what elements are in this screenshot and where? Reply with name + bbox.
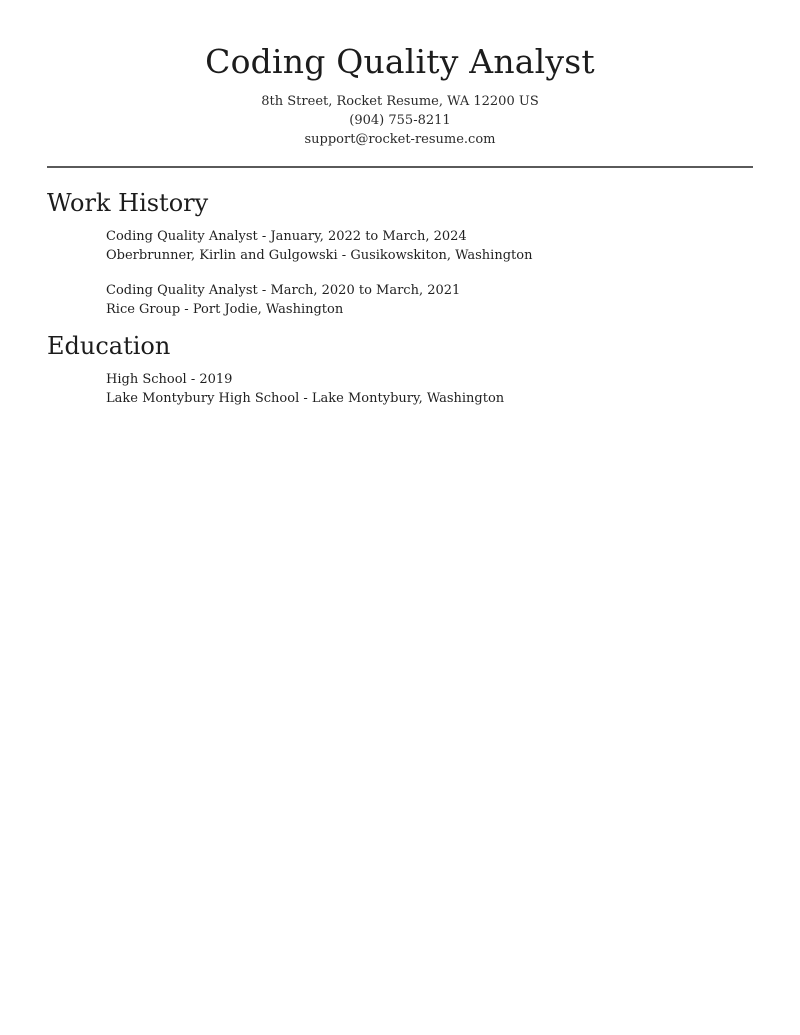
work-entry-title-dates: Coding Quality Analyst - January, 2022 to March, 2024 <box>106 229 467 244</box>
section-title-education: Education <box>47 332 171 360</box>
education-entries <box>47 370 753 408</box>
work-entry <box>106 281 753 319</box>
work-entry-company-location: Oberbrunner, Kirlin and Gulgowski - Gusikowskiton, Washington <box>106 248 533 263</box>
section-work-history <box>47 188 753 319</box>
work-entry <box>106 227 753 265</box>
work-entry-company-location: Rice Group - Port Jodie, Washington <box>106 302 344 317</box>
education-entry-school-location: Lake Montybury High School - Lake Montybury, Washington <box>106 391 505 406</box>
candidate-name: Coding Quality Analyst <box>205 42 595 81</box>
section-education <box>47 331 753 408</box>
work-history-entries <box>47 227 753 319</box>
contact-phone: (904) 755-8211 <box>349 113 451 128</box>
contact-address: 8th Street, Rocket Resume, WA 12200 US <box>261 94 539 109</box>
contact-info <box>0 92 800 149</box>
resume-header <box>0 40 800 149</box>
header-divider <box>47 166 753 168</box>
education-entry <box>106 370 753 408</box>
education-entry-degree-year: High School - 2019 <box>106 372 233 387</box>
section-title-work-history: Work History <box>47 189 209 217</box>
contact-email: support@rocket-resume.com <box>304 132 496 147</box>
work-entry-title-dates: Coding Quality Analyst - March, 2020 to March, 2021 <box>106 283 461 298</box>
